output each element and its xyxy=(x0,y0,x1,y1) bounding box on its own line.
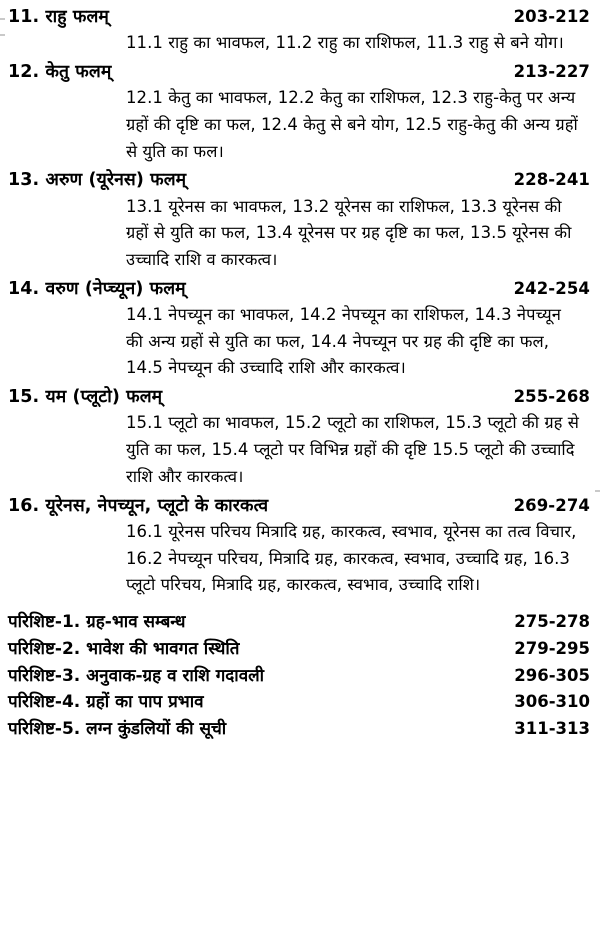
toc-entry xyxy=(8,167,590,273)
appendix-page-range: 306-310 xyxy=(514,692,590,712)
chapter-title: 16. यूरेनस, नेपच्यून, प्लूटो के कारकत्व xyxy=(8,495,269,516)
chapter-title: 11. राहु फलम् xyxy=(8,7,109,27)
toc-chapter-line xyxy=(8,276,590,302)
appendix-list xyxy=(8,609,590,743)
chapter-title: 13. अरुण (यूरेनस) फलम् xyxy=(8,170,187,191)
appendix-entry xyxy=(8,716,590,743)
appendix-title: परिशिष्ट-4. ग्रहों का पाप प्रभाव xyxy=(8,692,204,713)
toc-chapter-line xyxy=(8,167,590,193)
chapter-title: 14. वरुण (नेप्च्यून) फलम् xyxy=(8,278,186,299)
chapter-page-range: 269-274 xyxy=(513,495,590,515)
appendix-entry xyxy=(8,663,590,690)
chapter-page-range: 213-227 xyxy=(513,61,590,81)
toc-chapter-line xyxy=(8,384,590,410)
toc-entry xyxy=(8,4,590,57)
appendix-page-range: 311-313 xyxy=(514,719,590,739)
page-edge-mark xyxy=(0,34,5,36)
chapter-page-range: 255-268 xyxy=(513,387,590,407)
chapter-page-range: 228-241 xyxy=(513,170,590,190)
toc-entry xyxy=(8,276,590,382)
chapter-subitems: 11.1 राहु का भावफल, 11.2 राहु का राशिफल, 11.3 राहु से बने योग। xyxy=(126,33,564,53)
appendix-title: परिशिष्ट-1. ग्रह-भाव सम्बन्ध xyxy=(8,612,186,632)
toc-chapter-line xyxy=(8,493,590,519)
page-edge-mark xyxy=(0,18,5,20)
chapter-title: 15. यम (प्लूटो) फलम् xyxy=(8,387,163,408)
toc-chapter-line xyxy=(8,4,590,30)
appendix-page-range: 279-295 xyxy=(514,638,590,658)
toc-entry xyxy=(8,384,590,490)
chapter-subitems: 15.1 प्लूटो का भावफल, 15.2 प्लूटो का राशिफल, 15.3 प्लूटो की ग्रह से युति का फल, 15.4 प्लूटो पर विभिन्न ग्रहों की दृष्टि 15.5 प्लूटो की उच्चादि राशि और कारकत्व। xyxy=(126,413,579,486)
page-edge-mark xyxy=(595,490,600,492)
chapter-title: 12. केतु फलम् xyxy=(8,61,112,82)
appendix-page-range: 275-278 xyxy=(514,612,590,631)
appendix-page-range: 296-305 xyxy=(514,665,590,685)
appendix-title: परिशिष्ट-5. लग्न कुंडलियों की सूची xyxy=(8,719,227,740)
chapter-subitems: 13.1 यूरेनस का भावफल, 13.2 यूरेनस का राशिफल, 13.3 यूरेनस की ग्रहों से युति का फल, 13.4 यूरेनस पर ग्रह दृष्टि का फल, 13.5 यूरेनस की उच्चादि राशि व कारकत्व। xyxy=(126,196,572,270)
chapter-page-range: 203-212 xyxy=(513,7,590,26)
appendix-entry xyxy=(8,609,590,636)
chapter-subitems: 12.1 केतु का भावफल, 12.2 केतु का राशिफल, 12.3 राहु-केतु पर अन्य ग्रहों की दृष्टि का फल, 12.4 केतु से बने योग, 12.5 राहु-केतु की अन्य ग्रहों से युति का फल। xyxy=(126,88,578,161)
chapter-page-range: 242-254 xyxy=(513,278,590,298)
appendix-title: परिशिष्ट-2. भावेश की भावगत स्थिति xyxy=(8,638,240,659)
toc-chapter-line xyxy=(8,59,590,85)
toc-entry xyxy=(8,59,590,165)
appendix-entry xyxy=(8,636,590,663)
appendix-entry xyxy=(8,689,590,716)
chapter-subitems: 16.1 यूरेनस परिचय मित्रादि ग्रह, कारकत्व, स्वभाव, यूरेनस का तत्व विचार, 16.2 नेपच्यून परिचय, मित्रादि ग्रह, कारकत्व, स्वभाव, उच्चादि ग्रह, 16.3 प्लूटो परिचय, मित्रादि ग्रह, कारकत्व, स्वभाव, उच्चादि राशि। xyxy=(126,521,577,595)
chapter-subitems: 14.1 नेपच्यून का भावफल, 14.2 नेपच्यून का राशिफल, 14.3 नेपच्यून की अन्य ग्रहों से युति का फल, 14.4 नेपच्यून पर ग्रह की दृष्टि का फल, 14.5 नेपच्यून की उच्चादि राशि और कारकत्व। xyxy=(126,305,561,378)
toc-entry xyxy=(8,493,590,599)
appendix-title: परिशिष्ट-3. अनुवाक-ग्रह व राशि गदावली xyxy=(8,665,265,686)
